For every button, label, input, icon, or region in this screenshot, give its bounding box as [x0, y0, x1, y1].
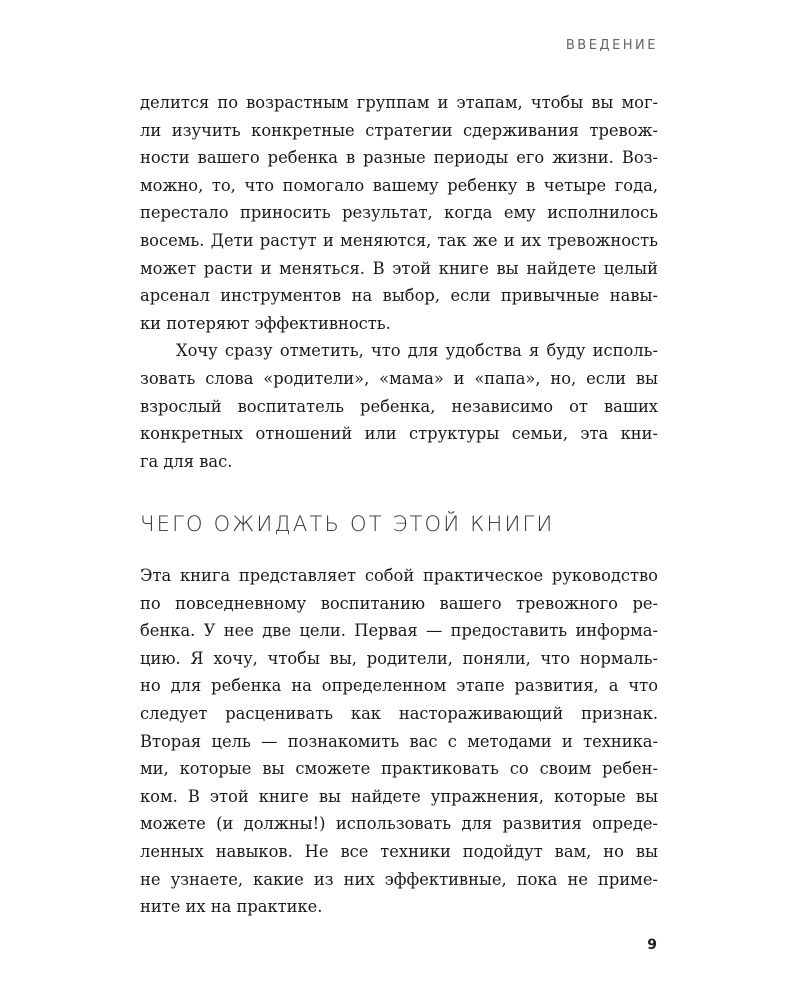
- text-line: зовать слова «родители», «мама» и «папа», но, если вы: [140, 368, 658, 388]
- section-heading: ЧЕГО ОЖИДАТЬ ОТ ЭТОЙ КНИГИ: [140, 512, 555, 536]
- text-line: может расти и меняться. В этой книге вы найдете целый: [140, 258, 658, 278]
- text-line: бенка. У нее две цели. Первая — предоставить информа-: [140, 621, 658, 641]
- text-line: Эта книга представляет собой практическое руководство: [140, 566, 658, 585]
- text-line: цию. Я хочу, чтобы вы, родители, поняли, что нормаль-: [140, 648, 658, 668]
- text-line: Вторая цель — познакомить вас с методами и техника-: [140, 731, 658, 751]
- text-line: не узнаете, какие из них эффективные, пока не приме-: [140, 869, 658, 889]
- text-line: следует расценивать как настораживающий признак.: [140, 703, 658, 723]
- text-line: делится по возрастным группам и этапам, чтобы вы мог-: [140, 93, 658, 112]
- text-line: ленных навыков. Не все техники подойдут вам, но вы: [140, 841, 658, 861]
- page-number: 9: [647, 937, 657, 953]
- text-line: перестало приносить результат, когда ему исполнилось: [140, 203, 658, 223]
- text-line: арсенал инструментов на выбор, если привычные навы-: [140, 286, 658, 306]
- text-line: восемь. Дети растут и меняются, так же и их тревожность: [140, 230, 658, 250]
- text-line: ли изучить конкретные стратегии сдерживания тревож-: [140, 120, 658, 140]
- text-line: ми, которые вы сможете практиковать со своим ребен-: [140, 759, 658, 779]
- text-line: ком. В этой книге вы найдете упражнения, которые вы: [140, 786, 658, 806]
- text-line: ки потеряют эффективность.: [140, 313, 391, 333]
- text-line: по повседневному воспитанию вашего тревожного ре-: [140, 593, 658, 613]
- text-line: ности вашего ребенка в разные периоды его жизни. Воз-: [140, 148, 658, 168]
- running-head: ВВЕДЕНИЕ: [565, 38, 658, 53]
- text-line: но для ребенка на определенном этапе развития, а что: [140, 676, 658, 696]
- section-text: [140, 562, 658, 921]
- text-line: Хочу сразу отметить, что для удобства я буду исполь-: [176, 341, 658, 361]
- text-line: конкретных отношений или структуры семьи, эта кни-: [140, 424, 658, 444]
- text-line: ните их на практике.: [140, 897, 323, 917]
- text-line: взрослый воспитатель ребенка, независимо от ваших: [140, 396, 658, 416]
- text-line: можете (и должны!) использовать для развития опреде-: [140, 814, 658, 834]
- text-line: можно, то, что помогало вашему ребенку в четыре года,: [140, 175, 658, 195]
- intro-text: [140, 89, 658, 475]
- text-line: га для вас.: [140, 451, 233, 471]
